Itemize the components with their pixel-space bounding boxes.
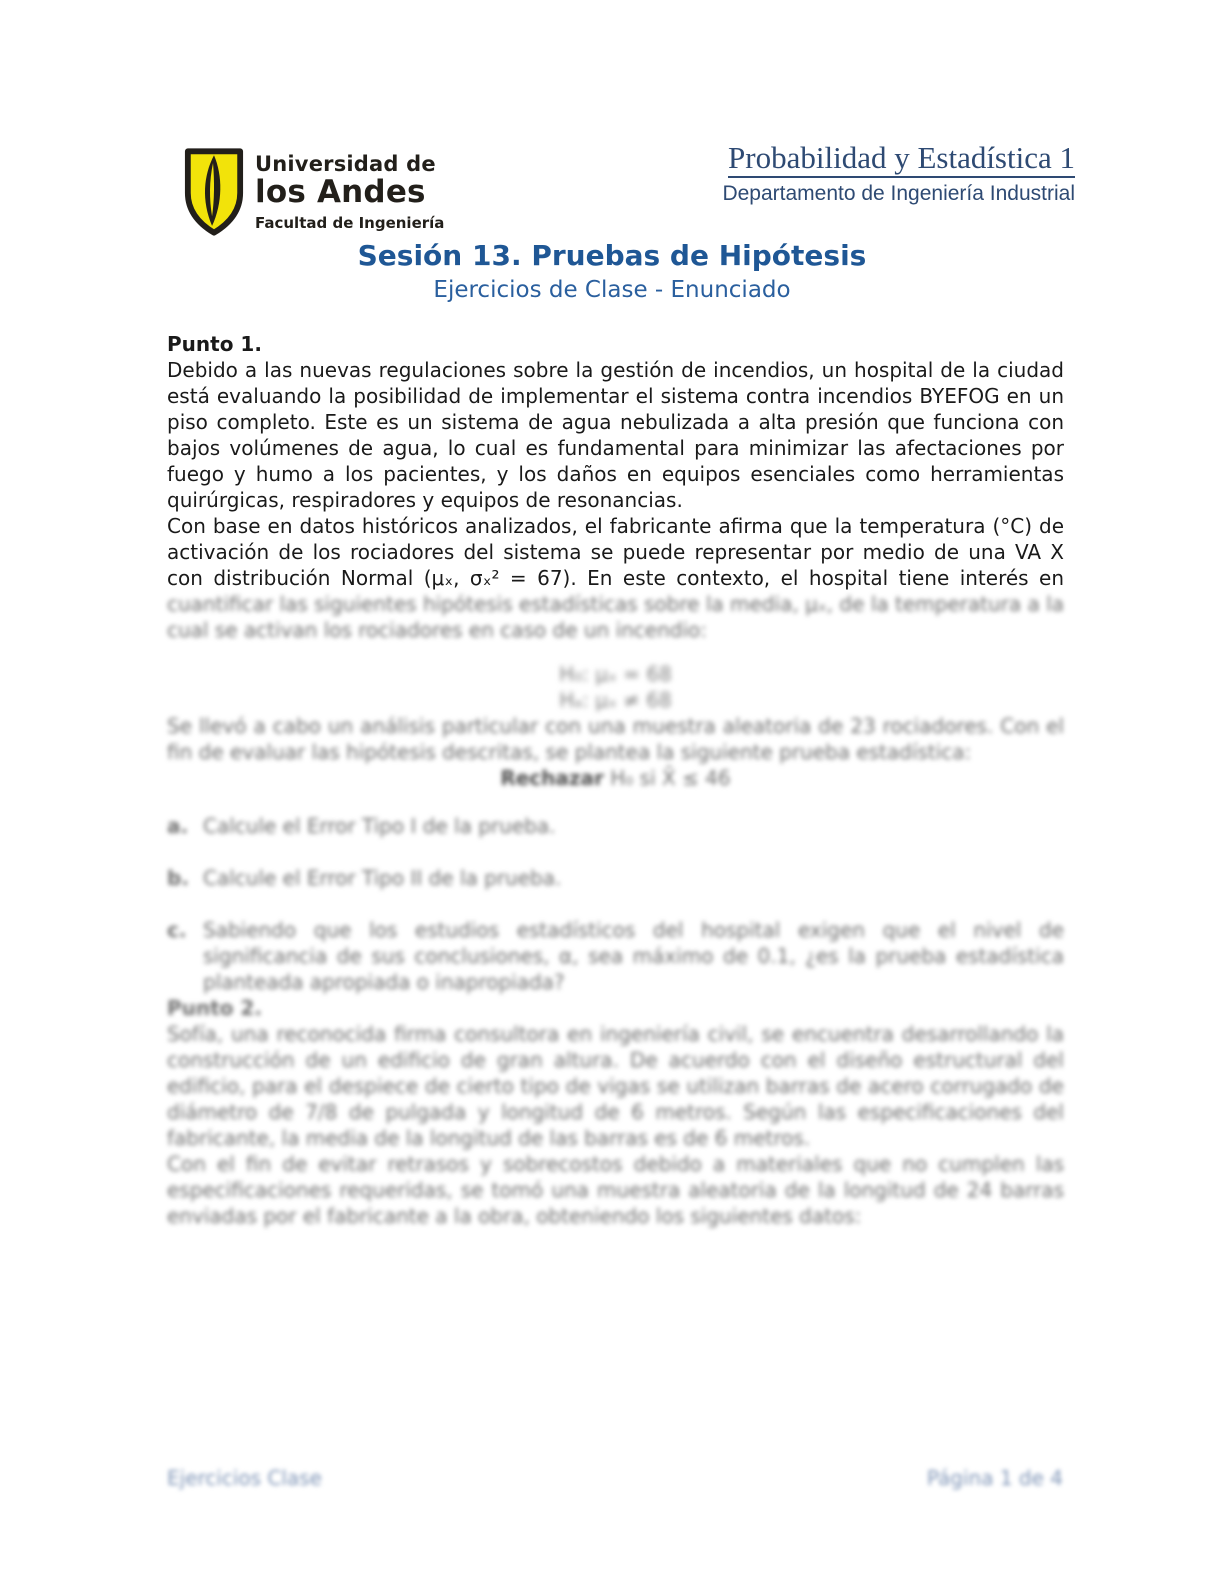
document-body	[167, 331, 1064, 1229]
punto1-paragraph-2: Con base en datos históricos analizados, el fabricante afirma que la temperatura (°C) de activación de los rociadores del sistema se puede representar por medio de una VA X con distribución Normal (μₓ, σₓ² = 67). En este contexto, el hospital tiene interés en	[167, 514, 1064, 590]
uniandes-logo	[183, 148, 444, 240]
hypothesis-null: H₀: μₓ = 68	[559, 662, 672, 686]
decision-rule-rest: H₀ si X̄ ≤ 46	[603, 766, 731, 790]
hypotheses-block	[167, 661, 1064, 713]
hypothesis-alternative: Hₐ: μₓ ≠ 68	[559, 688, 672, 712]
list-item-text: Calcule el Error Tipo I de la prueba.	[203, 814, 556, 838]
punto1-question-list	[167, 813, 1064, 995]
course-title: Probabilidad y Estadística 1	[728, 141, 1075, 178]
list-item-label: a.	[167, 814, 189, 838]
punto1-heading: Punto 1.	[167, 332, 262, 356]
list-item-label: c.	[167, 918, 187, 942]
decision-rule-lead: Rechazar	[500, 766, 604, 790]
uniandes-shield-icon	[183, 148, 245, 240]
list-item	[167, 917, 1064, 995]
punto2-heading-blurred: Punto 2.	[167, 996, 262, 1020]
course-department: Departamento de Ingeniería Industrial	[722, 182, 1075, 206]
uniandes-logo-text	[255, 148, 444, 231]
logo-faculty: Facultad de Ingeniería	[255, 214, 445, 232]
list-item-text: Calcule el Error Tipo II de la prueba.	[203, 866, 562, 890]
course-header	[722, 141, 1075, 206]
list-item	[167, 813, 1064, 839]
logo-university-line2: los Andes	[255, 174, 426, 210]
footer-page-number: Página 1 de 4	[926, 1466, 1063, 1490]
footer-document-name: Ejercicios Clase	[167, 1466, 322, 1490]
decision-rule-blurred	[167, 765, 1064, 791]
punto2-paragraph-2-blurred: Con el fin de evitar retrasos y sobrecostos debido a materiales que no cumplen las especificaciones requeridas, se tomó una muestra aleatoria de la longitud de 24 barras enviadas por el fabricante a la obra, obteniendo los siguientes datos:	[167, 1152, 1064, 1228]
punto2-paragraph-1-blurred: Sofía, una reconocida firma consultora en ingeniería civil, se encuentra desarrollando la construcción de un edificio de gran altura. De acuerdo con el diseño estructural del edificio, para el despiece de cierto tipo de vigas se utilizan barras de acero corrugado de diámetro de 7/8 de pulgada y longitud de 6 metros. Según las especificaciones del fabricante, la media de la longitud de las barras es de 6 metros.	[167, 1022, 1064, 1150]
logo-university-line1: Universidad de	[255, 152, 436, 176]
punto1-paragraph-1: Debido a las nuevas regulaciones sobre la gestión de incendios, un hospital de la ciudad está evaluando la posibilidad de implementar el sistema contra incendios BYEFOG en un piso completo. Este es un sistema de agua nebulizada a alta presión que funciona con bajos volúmenes de agua, lo cual es fundamental para minimizar las afectaciones por fuego y humo a los pacientes, y los daños en equipos esenciales como herramientas quirúrgicas, respiradores y equipos de resonancias.	[167, 358, 1064, 512]
page-subtitle: Ejercicios de Clase - Enunciado	[433, 277, 791, 303]
list-item-text: Sabiendo que los estudios estadísticos del hospital exigen que el nivel de significancia de sus conclusiones, α, sea máximo de 0.1, ¿es la prueba estadística planteada apropiada o inapropiada?	[203, 918, 1064, 994]
punto1-paragraph-2-blurred: cuantificar las siguientes hipótesis estadísticas sobre la media, μₓ, de la temperatura a la cual se activan los rociadores en caso de un incendio:	[167, 592, 1064, 642]
punto1-paragraph-3-blurred: Se llevó a cabo un análisis particular con una muestra aleatoria de 23 rociadores. Con el fin de evaluar las hipótesis descritas, se plantea la siguiente prueba estadística:	[167, 714, 1064, 764]
list-item-label: b.	[167, 866, 189, 890]
list-item	[167, 865, 1064, 891]
page-title: Sesión 13. Pruebas de Hipótesis	[357, 239, 867, 272]
